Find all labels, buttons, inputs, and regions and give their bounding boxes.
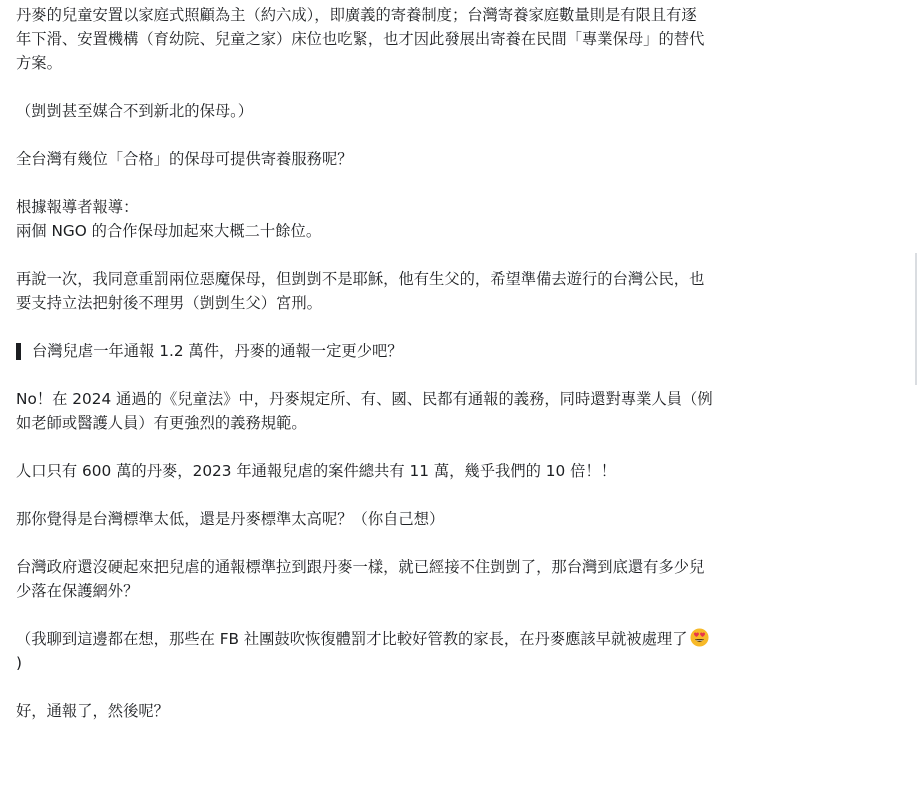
text-line: 兩個 NGO 的合作保母加起來大概二十餘位。	[16, 222, 322, 240]
text-line: 再說一次，我同意重罰兩位惡魔保母，但剴剴不是耶穌，他有生父的，希望準備去遊行的台灣公民，也	[16, 270, 705, 288]
text-line: )	[16, 654, 22, 672]
text-line: 根據報導者報導：	[16, 198, 139, 216]
text-line: No！在 2024 通過的《兒童法》中，丹麥規定所、有、國、民都有通報的義務，同時還對專業人員（例	[16, 390, 713, 408]
text-line: 要支持立法把射後不理男（剴剴生父）宮刑。	[16, 294, 322, 312]
section-heading	[16, 339, 911, 363]
text-line: 丹麥的兒童安置以家庭式照顧為主（約六成），即廣義的寄養制度；台灣寄養家庭數量則是有限且有逐	[16, 6, 697, 24]
text-line: 少落在保護網外？	[16, 582, 139, 600]
text-fragment: （我聊到這邊都在想，那些在 FB 社團鼓吹恢復體罰才比較好管教的家長，在丹麥應該早就被處理了	[16, 630, 688, 648]
text-line: 年下滑、安置機構（育幼院、兒童之家）床位也吃緊，也才因此發展出寄養在民間「專業保母」的替代	[16, 30, 705, 48]
paragraph-statistics	[16, 459, 911, 483]
paragraph-standards-question	[16, 507, 911, 531]
paragraph-report	[16, 195, 911, 243]
text-line: 方案。	[16, 54, 62, 72]
text-line: 那你覺得是台灣標準太低，還是丹麥標準太高呢？（你自己想）	[16, 510, 445, 528]
paragraph-placement	[16, 3, 911, 75]
paragraph-children-act	[16, 387, 911, 435]
text-line: 如老師或醫護人員）有更強烈的義務規範。	[16, 414, 307, 432]
text-line: 全台灣有幾位「合格」的保母可提供寄養服務呢？	[16, 150, 353, 168]
paragraph-corporal-punishment	[16, 627, 911, 675]
section-marker-icon	[16, 343, 21, 360]
post-body	[16, 3, 911, 747]
paragraph-nanny-note	[16, 99, 911, 123]
text-line	[16, 627, 911, 651]
heart-eyes-emoji-icon	[690, 628, 709, 647]
text-line: （剴剴甚至媒合不到新北的保母。）	[16, 102, 254, 120]
paragraph-opinion	[16, 267, 911, 315]
section-heading-text: 台灣兒虐一年通報 1.2 萬件，丹麥的通報一定更少吧？	[32, 342, 403, 360]
text-line: 人口只有 600 萬的丹麥，2023 年通報兒虐的案件總共有 11 萬，幾乎我們的 10 倍！！	[16, 462, 617, 480]
text-line: 台灣政府還沒硬起來把兒虐的通報標準拉到跟丹麥一樣，就已經接不住剴剴了，那台灣到底還有多少兒	[16, 558, 705, 576]
paragraph-government	[16, 555, 911, 603]
paragraph-then-what	[16, 699, 911, 723]
paragraph-question-nannies	[16, 147, 911, 171]
text-line: 好，通報了，然後呢？	[16, 702, 169, 720]
